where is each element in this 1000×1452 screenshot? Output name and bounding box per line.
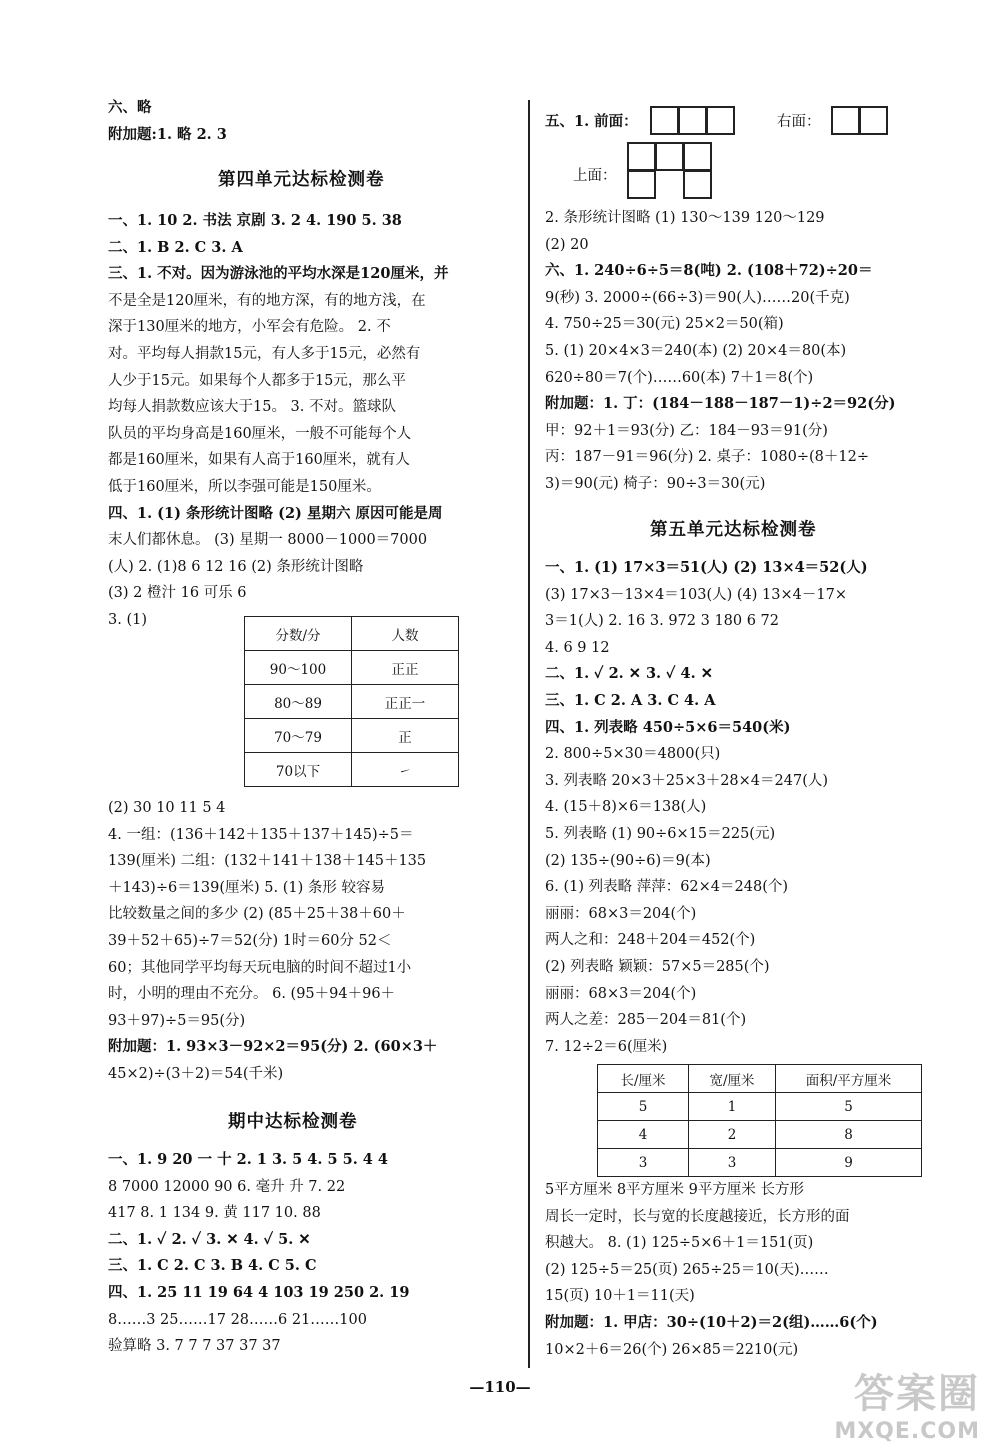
text-line: 7. 12÷2＝6(厘米) [545,1038,668,1055]
top-view-label: 上面： [573,168,617,184]
section-heading: 期中达标检测卷 [228,1112,358,1132]
table-header-cell: 长/厘米 [598,1065,689,1093]
data-table [597,1064,922,1177]
top-view-square [627,170,656,199]
front-view-square [706,106,735,135]
text-line: 8 7000 12000 90 6. 毫升 升 7. 22 [108,1178,346,1195]
text-line: 4. (15＋8)×6＝138(人) [545,799,707,816]
text-line: 六、略 [108,99,152,116]
text-line: 3＝1(人) 2. 16 3. 972 3 180 6 72 [545,613,780,630]
text-line: 4. 一组：(136＋142＋135＋137＋145)÷5＝ [108,826,414,843]
table-cell: 70以下 [245,753,352,787]
front-view-square [678,106,707,135]
table-cell: 80～89 [245,685,352,719]
text-line: 周长一定时，长与宽的长度越接近，长方形的面 [545,1208,850,1225]
side-view-label: 右面： [777,114,821,130]
text-line: 两人之差：285－204＝81(个) [545,1012,747,1029]
text-line: 不是全是120厘米，有的地方深，有的地方浅，在 [108,292,426,309]
table-cell: 正正一 [352,685,459,719]
text-line: 三、1. C 2. A 3. C 4. A [545,692,716,709]
text-line: 六、1. 240÷6÷5＝8(吨) 2. (108＋72)÷20＝ [545,262,873,280]
text-line: 二、1. ✓ 2. ✓ 3. ✕ 4. ✓ 5. ✕ [108,1230,311,1248]
table-header-cell: 分数/分 [245,617,352,651]
front-view-square [650,106,679,135]
text-line: 丽丽：68×3＝204(个) [545,985,697,1002]
text-line: 39＋52＋65)÷7＝52(分) 1时＝60分 52＜ [108,933,392,949]
table-cell: 1 [689,1093,776,1121]
text-line: 附加题:1. 略 2. 3 [108,125,227,143]
table-row [245,651,459,685]
table-row [598,1121,922,1149]
table-cell: 正正 [352,651,459,685]
text-line: 二、1. ✓ 2. ✕ 3. ✓ 4. ✕ [545,665,713,683]
side-view-square [831,106,860,135]
text-line: 两人之和：248＋204＝452(个) [545,932,756,949]
column-divider [528,100,530,1368]
top-view-square [683,142,712,171]
table-cell: 90～100 [245,651,352,685]
text-line: 队员的平均身高是160厘米，一般不可能每个人 [108,425,412,442]
top-view-square [655,142,684,171]
text-line: 二、1. B 2. C 3. A [108,238,243,256]
table-row [245,719,459,753]
watermark-main: 答案圈 [854,1371,980,1417]
side-view-square [859,106,888,135]
text-line: 甲：92＋1＝93(分) 乙：184－93＝91(分) [545,422,828,439]
text-line: 均每人捐款数应该大于15。 3. 不对。篮球队 [108,399,397,416]
text-line: (2) 125÷5＝25(页) 265÷25＝10(天)…… [545,1261,829,1278]
table-cell: 3 [598,1149,689,1177]
text-line: 60；其他同学平均每天玩电脑的时间不超过1小 [108,959,412,976]
text-line: ＋143)÷6＝139(厘米) 5. (1) 条形 较容易 [108,879,386,896]
text-line: 四、1. 列表略 450÷5×6＝540(米) [545,718,791,736]
text-line: 四、1. (1) 条形统计图略 (2) 星期六 原因可能是周 [108,504,443,522]
text-line: 比较数量之间的多少 (2) (85＋25＋38＋60＋ [108,906,406,923]
text-line: (2) 30 10 11 5 4 [108,800,226,816]
text-line: 一、1. (1) 17×3＝51(人) (2) 13×4＝52(人) [545,559,868,576]
text-line: 5. (1) 20×4×3＝240(本) (2) 20×4＝80(本) [545,343,847,359]
text-line: 深于130厘米的地方，小军会有危险。 2. 不 [108,319,391,336]
top-view-square [683,170,712,199]
table-cell: 5 [776,1093,922,1121]
text-line: 附加题：1. 甲店：30÷(10＋2)＝2(组)……6(个) [545,1314,878,1331]
text-line: 3. (1) [108,612,147,628]
data-table [244,616,459,787]
text-line: 时，小明的理由不充分。 6. (95＋94＋96＋ [108,986,396,1003]
text-line: 附加题：1. 丁：(184－188－187－1)÷2＝92(分) [545,395,896,413]
text-line: (2) 列表略 颖颖：57×5＝285(个) [545,959,770,975]
table-cell: 8 [776,1121,922,1149]
table-cell: 4 [598,1121,689,1149]
text-line: 8……3 25……17 28……6 21……100 [108,1311,367,1328]
section-heading: 第五单元达标检测卷 [650,520,817,540]
table-cell: 5 [598,1093,689,1121]
text-line: 93＋97)÷5＝95(分) [108,1012,246,1029]
text-line: 15(页) 10＋1＝11(天) [545,1288,695,1305]
text-line: 417 8. 1 134 9. 黄 117 10. 88 [108,1205,321,1222]
text-line: 3)＝90(元) 椅子：90÷3＝30(元) [545,476,766,492]
table-cell: ㇀ [352,753,459,787]
text-line: 三、1. 不对。因为游泳池的平均水深是120厘米，并 [108,265,449,283]
text-line: 四、1. 25 11 19 64 4 103 19 250 2. 19 [108,1284,410,1301]
text-line: 4. 750÷25＝30(元) 25×2＝50(箱) [545,316,784,333]
text-line: 5平方厘米 8平方厘米 9平方厘米 长方形 [545,1182,805,1198]
text-line: (人) 2. (1)8 6 12 16 (2) 条形统计图略 [108,558,364,575]
table-row [245,685,459,719]
table-header-row [245,617,459,651]
text-line: 低于160厘米，所以李强可能是150厘米。 [108,479,381,495]
text-line: 对。平均每人捐款15元，有人多于15元，必然有 [108,346,421,362]
text-line: 人少于15元。如果每个人都多于15元，那么平 [108,372,406,389]
text-line: 积越大。 8. (1) 125÷5×6＋1＝151(页) [545,1235,814,1252]
table-cell: 9 [776,1149,922,1177]
text-line: 10×2＋6＝26(个) 26×85＝2210(元) [545,1341,799,1358]
watermark-url: MXQE.COM [834,1419,980,1444]
table-header-cell: 人数 [352,617,459,651]
top-view-square [627,142,656,171]
text-line: 附加题：1. 93×3－92×2＝95(分) 2. (60×3＋ [108,1038,438,1056]
text-line: 620÷80＝7(个)……60(本) 7＋1＝8(个) [545,369,814,386]
text-line: 2. 800÷5×30＝4800(只) [545,746,721,763]
section-heading: 第四单元达标检测卷 [218,170,385,190]
text-line: 一、1. 10 2. 书法 京剧 3. 2 4. 190 5. 38 [108,212,402,229]
text-line: 3. 列表略 20×3＋25×3＋28×4＝247(人) [545,772,829,789]
table-cell: 70～79 [245,719,352,753]
text-line: (3) 2 橙汁 16 可乐 6 [108,585,247,602]
table-header-cell: 宽/厘米 [689,1065,776,1093]
text-line: 末人们都休息。 (3) 星期一 8000－1000＝7000 [108,532,428,549]
page-number: —110— [469,1378,531,1396]
text-line: 2. 条形统计图略 (1) 130～139 120～129 [545,210,825,226]
front-view-label: 五、1. 前面： [545,113,638,130]
table-row [598,1093,922,1121]
text-line: 丽丽：68×3＝204(个) [545,905,697,922]
text-line: 4. 6 9 12 [545,639,610,656]
table-row [245,753,459,787]
text-line: (3) 17×3－13×4＝103(人) (4) 13×4－17× [545,586,847,603]
watermark [820,1362,980,1442]
text-line: (2) 20 [545,236,589,253]
text-line: 都是160厘米，如果有人高于160厘米，就有人 [108,452,410,469]
table-row [598,1149,922,1177]
text-line: 丙：187－91＝96(分) 2. 桌子：1080÷(8＋12÷ [545,449,869,466]
text-line: 验算略 3. 7 7 7 37 37 37 [108,1338,281,1355]
text-line: 6. (1) 列表略 萍萍：62×4＝248(个) [545,879,789,896]
text-line: 9(秒) 3. 2000÷(66÷3)＝90(人)……20(千克) [545,289,850,306]
text-line: 139(厘米) 二组：(132＋141＋138＋145＋135 [108,853,427,870]
table-header-row [598,1065,922,1093]
table-cell: 2 [689,1121,776,1149]
table-cell: 正 [352,719,459,753]
text-line: 5. 列表略 (1) 90÷6×15＝225(元) [545,826,776,842]
text-line: 一、1. 9 20 一 十 2. 1 3. 5 4. 5 5. 4 4 [108,1151,389,1168]
table-cell: 3 [689,1149,776,1177]
text-line: 三、1. C 2. C 3. B 4. C 5. C [108,1257,317,1275]
text-line: 45×2)÷(3＋2)＝54(千米) [108,1066,284,1082]
text-line: (2) 135÷(90÷6)＝9(本) [545,852,711,869]
table-header-cell: 面积/平方厘米 [776,1065,922,1093]
